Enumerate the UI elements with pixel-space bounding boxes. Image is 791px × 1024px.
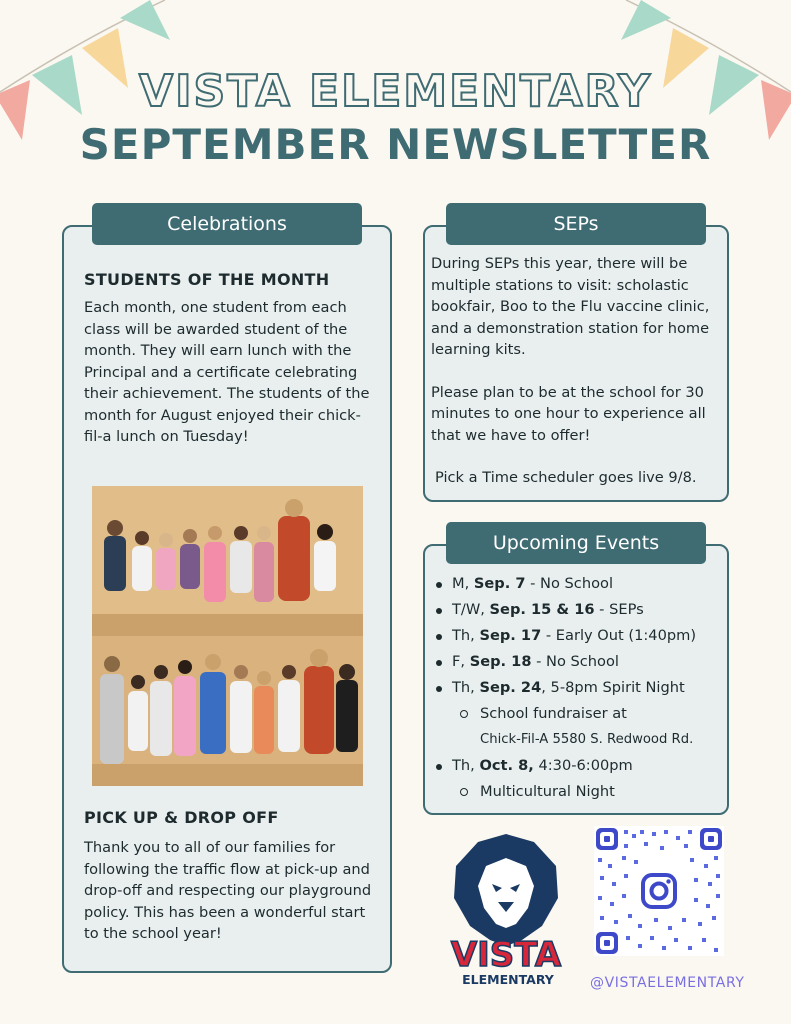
event-item: Th, Sep. 17 - Early Out (1:40pm) <box>428 623 726 649</box>
seps-tab: SEPs <box>446 203 706 245</box>
students-section <box>84 270 374 448</box>
students-text: Each month, one student from each class will be awarded student of the month. They will earn lunch with the Principal and a certificate celebrating their achievement. The students of the month for August enjoyed their chick-fil-a lunch on Tuesday! <box>84 299 370 445</box>
event-item: M, Sep. 7 - No School <box>428 571 726 597</box>
students-heading: STUDENTS OF THE MONTH <box>84 270 330 289</box>
pickup-text: Thank you to all of our families for following the traffic flow at pick-up and drop-off and respecting our playground policy. This has been a wonderful start to the school year! <box>84 839 372 942</box>
lion-icon <box>454 834 558 946</box>
seps-content <box>431 253 723 489</box>
events-tab: Upcoming Events <box>446 522 706 564</box>
logo-word-elementary: ELEMENTARY <box>462 972 554 987</box>
students-photo-2 <box>92 636 363 786</box>
event-item: F, Sep. 18 - No School <box>428 649 726 675</box>
events-list <box>428 571 726 805</box>
event-item: Th, Sep. 24, 5-8pm Spirit Night <box>428 675 726 701</box>
seps-para-2: Please plan to be at the school for 30 minutes to one hour to experience all that we have to offer! <box>431 383 706 444</box>
pickup-section <box>84 808 374 945</box>
pickup-heading: PICK UP & DROP OFF <box>84 808 279 827</box>
event-item: Th, Oct. 8, 4:30-6:00pm <box>428 753 726 779</box>
qr-code <box>594 826 724 956</box>
newsletter-title: SEPTEMBER NEWSLETTER <box>79 120 712 169</box>
instagram-icon <box>640 872 678 910</box>
event-subitem: School fundraiser at <box>428 701 726 727</box>
students-photo-1 <box>92 486 363 636</box>
seps-para-1: During SEPs this year, there will be multiple stations to visit: scholastic bookfair, Boo to the Flu vaccine clinic, and a demonstration station for home learning kits. <box>431 255 710 358</box>
event-item: T/W, Sep. 15 & 16 - SEPs <box>428 597 726 623</box>
logo-word-vista: VISTA <box>450 935 562 975</box>
school-logo <box>438 828 574 988</box>
instagram-handle[interactable]: @VISTAELEMENTARY <box>590 975 745 991</box>
school-title: VISTA ELEMENTARY <box>139 66 652 117</box>
celebrations-tab: Celebrations <box>92 203 362 245</box>
event-location: Chick-Fil-A 5580 S. Redwood Rd. <box>480 732 694 747</box>
seps-para-3: Pick a Time scheduler goes live 9/8. <box>435 469 697 486</box>
event-subitem: Multicultural Night <box>428 779 726 805</box>
